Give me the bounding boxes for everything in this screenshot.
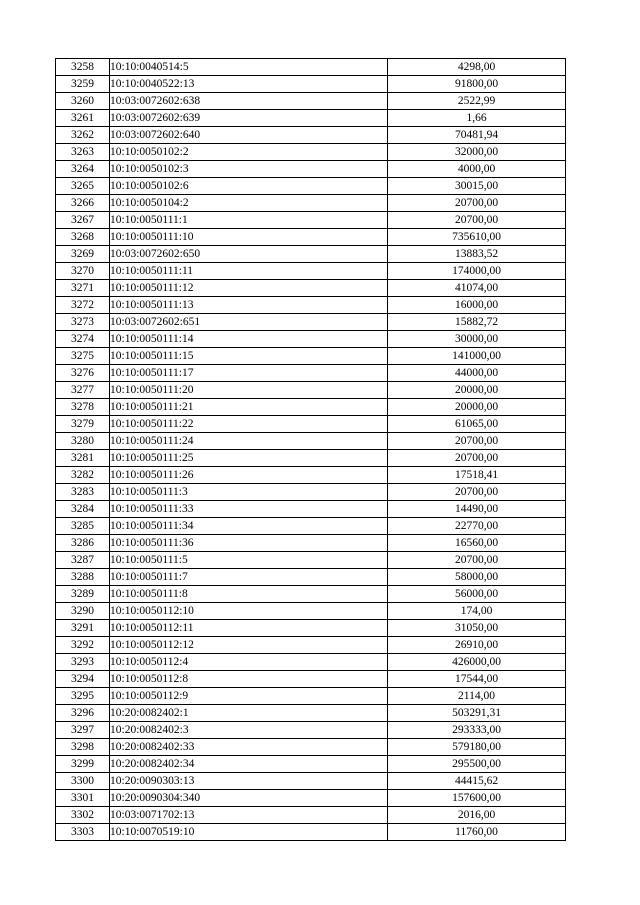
row-number-cell: 3288 [56,569,110,586]
cadastral-value-cell: 1,66 [388,110,566,127]
table-row [56,399,566,416]
table-row [56,382,566,399]
table-row [56,76,566,93]
cadastral-value-cell: 20700,00 [388,433,566,450]
row-number-cell: 3292 [56,637,110,654]
table-row [56,671,566,688]
cadastral-value-cell: 503291,31 [388,705,566,722]
table-row [56,161,566,178]
table-row [56,127,566,144]
cadastral-value-cell: 4000,00 [388,161,566,178]
row-number-cell: 3300 [56,773,110,790]
cadastral-value-cell: 20000,00 [388,382,566,399]
cadastral-number-cell: 10:03:0072602:651 [110,314,388,331]
table-row [56,178,566,195]
row-number-cell: 3279 [56,416,110,433]
table-row [56,569,566,586]
table-row [56,314,566,331]
cadastral-value-cell: 70481,94 [388,127,566,144]
row-number-cell: 3260 [56,93,110,110]
cadastral-value-cell: 56000,00 [388,586,566,603]
cadastral-value-cell: 26910,00 [388,637,566,654]
table-row [56,620,566,637]
cadastral-number-cell: 10:03:0072602:638 [110,93,388,110]
cadastral-value-cell: 30015,00 [388,178,566,195]
cadastral-value-cell: 32000,00 [388,144,566,161]
cadastral-number-cell: 10:10:0050111:36 [110,535,388,552]
cadastral-number-cell: 10:20:0082402:34 [110,756,388,773]
table-row [56,518,566,535]
cadastral-value-cell: 16560,00 [388,535,566,552]
cadastral-value-cell: 15882,72 [388,314,566,331]
row-number-cell: 3264 [56,161,110,178]
cadastral-number-cell: 10:10:0050111:24 [110,433,388,450]
cadastral-number-cell: 10:10:0050104:2 [110,195,388,212]
row-number-cell: 3268 [56,229,110,246]
row-number-cell: 3267 [56,212,110,229]
row-number-cell: 3301 [56,790,110,807]
document-page [55,58,566,841]
row-number-cell: 3302 [56,807,110,824]
cadastral-value-cell: 20000,00 [388,399,566,416]
table-row [56,331,566,348]
row-number-cell: 3289 [56,586,110,603]
cadastral-value-cell: 2114,00 [388,688,566,705]
cadastral-number-cell: 10:10:0050102:3 [110,161,388,178]
row-number-cell: 3274 [56,331,110,348]
row-number-cell: 3284 [56,501,110,518]
table-row [56,535,566,552]
row-number-cell: 3290 [56,603,110,620]
cadastral-number-cell: 10:10:0050112:12 [110,637,388,654]
row-number-cell: 3262 [56,127,110,144]
row-number-cell: 3265 [56,178,110,195]
table-row [56,246,566,263]
cadastral-number-cell: 10:10:0050112:11 [110,620,388,637]
table-row [56,807,566,824]
table-row [56,586,566,603]
table-row [56,212,566,229]
row-number-cell: 3259 [56,76,110,93]
row-number-cell: 3287 [56,552,110,569]
cadastral-number-cell: 10:10:0050102:6 [110,178,388,195]
table-row [56,416,566,433]
row-number-cell: 3291 [56,620,110,637]
row-number-cell: 3298 [56,739,110,756]
row-number-cell: 3266 [56,195,110,212]
cadastral-number-cell: 10:10:0050111:10 [110,229,388,246]
cadastral-number-cell: 10:20:0090304:340 [110,790,388,807]
row-number-cell: 3283 [56,484,110,501]
cadastral-number-cell: 10:03:0072602:640 [110,127,388,144]
cadastral-number-cell: 10:20:0090303:13 [110,773,388,790]
table-row [56,705,566,722]
row-number-cell: 3296 [56,705,110,722]
cadastral-number-cell: 10:20:0082402:1 [110,705,388,722]
cadastral-value-cell: 735610,00 [388,229,566,246]
table-row [56,501,566,518]
row-number-cell: 3282 [56,467,110,484]
row-number-cell: 3258 [56,59,110,76]
cadastral-value-cell: 20700,00 [388,484,566,501]
table-row [56,722,566,739]
cadastral-number-cell: 10:10:0050111:20 [110,382,388,399]
row-number-cell: 3294 [56,671,110,688]
table-row [56,93,566,110]
cadastral-number-cell: 10:10:0050111:1 [110,212,388,229]
cadastral-number-cell: 10:10:0050111:3 [110,484,388,501]
cadastral-value-cell: 58000,00 [388,569,566,586]
cadastral-number-cell: 10:10:0070519:10 [110,824,388,841]
table-row [56,484,566,501]
cadastral-value-cell: 20700,00 [388,450,566,467]
row-number-cell: 3303 [56,824,110,841]
table-body [56,59,566,841]
row-number-cell: 3263 [56,144,110,161]
cadastral-number-cell: 10:10:0050111:34 [110,518,388,535]
row-number-cell: 3280 [56,433,110,450]
row-number-cell: 3273 [56,314,110,331]
table-row [56,365,566,382]
cadastral-number-cell: 10:10:0040522:13 [110,76,388,93]
table-row [56,603,566,620]
table-row [56,467,566,484]
table-row [56,263,566,280]
table-row [56,552,566,569]
table-row [56,824,566,841]
row-number-cell: 3269 [56,246,110,263]
table-row [56,773,566,790]
cadastral-value-cell: 41074,00 [388,280,566,297]
table-row [56,144,566,161]
table-row [56,59,566,76]
cadastral-value-cell: 293333,00 [388,722,566,739]
cadastral-value-cell: 141000,00 [388,348,566,365]
cadastral-number-cell: 10:10:0050111:26 [110,467,388,484]
cadastral-number-cell: 10:10:0050112:4 [110,654,388,671]
cadastral-number-cell: 10:10:0040514:5 [110,59,388,76]
table-row [56,195,566,212]
cadastral-number-cell: 10:03:0072602:650 [110,246,388,263]
cadastral-value-cell: 17544,00 [388,671,566,688]
cadastral-number-cell: 10:10:0050111:21 [110,399,388,416]
cadastral-value-cell: 11760,00 [388,824,566,841]
cadastral-value-cell: 20700,00 [388,552,566,569]
cadastral-value-cell: 44000,00 [388,365,566,382]
cadastral-number-cell: 10:03:0071702:13 [110,807,388,824]
table-row [56,280,566,297]
cadastral-number-cell: 10:10:0050111:15 [110,348,388,365]
table-row [56,229,566,246]
cadastral-value-cell: 61065,00 [388,416,566,433]
table-row [56,756,566,773]
cadastral-number-cell: 10:10:0050112:8 [110,671,388,688]
cadastral-value-cell: 20700,00 [388,195,566,212]
row-number-cell: 3295 [56,688,110,705]
row-number-cell: 3271 [56,280,110,297]
cadastral-number-cell: 10:03:0072602:639 [110,110,388,127]
cadastral-value-table [55,58,566,841]
cadastral-number-cell: 10:10:0050111:33 [110,501,388,518]
table-row [56,790,566,807]
cadastral-value-cell: 4298,00 [388,59,566,76]
cadastral-number-cell: 10:10:0050111:11 [110,263,388,280]
cadastral-value-cell: 91800,00 [388,76,566,93]
row-number-cell: 3277 [56,382,110,399]
row-number-cell: 3285 [56,518,110,535]
cadastral-value-cell: 426000,00 [388,654,566,671]
table-row [56,433,566,450]
row-number-cell: 3278 [56,399,110,416]
cadastral-value-cell: 22770,00 [388,518,566,535]
cadastral-number-cell: 10:10:0050111:12 [110,280,388,297]
row-number-cell: 3281 [56,450,110,467]
cadastral-value-cell: 579180,00 [388,739,566,756]
row-number-cell: 3275 [56,348,110,365]
table-row [56,654,566,671]
cadastral-number-cell: 10:10:0050111:8 [110,586,388,603]
table-row [56,450,566,467]
cadastral-number-cell: 10:10:0050111:5 [110,552,388,569]
cadastral-value-cell: 2016,00 [388,807,566,824]
table-row [56,688,566,705]
cadastral-number-cell: 10:10:0050111:7 [110,569,388,586]
row-number-cell: 3272 [56,297,110,314]
cadastral-number-cell: 10:10:0050111:14 [110,331,388,348]
row-number-cell: 3286 [56,535,110,552]
cadastral-number-cell: 10:20:0082402:3 [110,722,388,739]
cadastral-number-cell: 10:10:0050112:9 [110,688,388,705]
row-number-cell: 3261 [56,110,110,127]
row-number-cell: 3299 [56,756,110,773]
row-number-cell: 3276 [56,365,110,382]
cadastral-value-cell: 295500,00 [388,756,566,773]
cadastral-number-cell: 10:10:0050102:2 [110,144,388,161]
row-number-cell: 3270 [56,263,110,280]
cadastral-number-cell: 10:10:0050111:25 [110,450,388,467]
cadastral-value-cell: 16000,00 [388,297,566,314]
row-number-cell: 3293 [56,654,110,671]
table-row [56,637,566,654]
cadastral-value-cell: 14490,00 [388,501,566,518]
cadastral-value-cell: 174,00 [388,603,566,620]
cadastral-value-cell: 13883,52 [388,246,566,263]
cadastral-number-cell: 10:20:0082402:33 [110,739,388,756]
cadastral-value-cell: 44415,62 [388,773,566,790]
cadastral-value-cell: 157600,00 [388,790,566,807]
cadastral-value-cell: 17518,41 [388,467,566,484]
cadastral-number-cell: 10:10:0050111:13 [110,297,388,314]
cadastral-number-cell: 10:10:0050111:22 [110,416,388,433]
cadastral-number-cell: 10:10:0050111:17 [110,365,388,382]
table-row [56,348,566,365]
cadastral-number-cell: 10:10:0050112:10 [110,603,388,620]
cadastral-value-cell: 31050,00 [388,620,566,637]
cadastral-value-cell: 30000,00 [388,331,566,348]
cadastral-value-cell: 20700,00 [388,212,566,229]
row-number-cell: 3297 [56,722,110,739]
table-row [56,297,566,314]
cadastral-value-cell: 2522,99 [388,93,566,110]
table-row [56,739,566,756]
cadastral-value-cell: 174000,00 [388,263,566,280]
table-row [56,110,566,127]
